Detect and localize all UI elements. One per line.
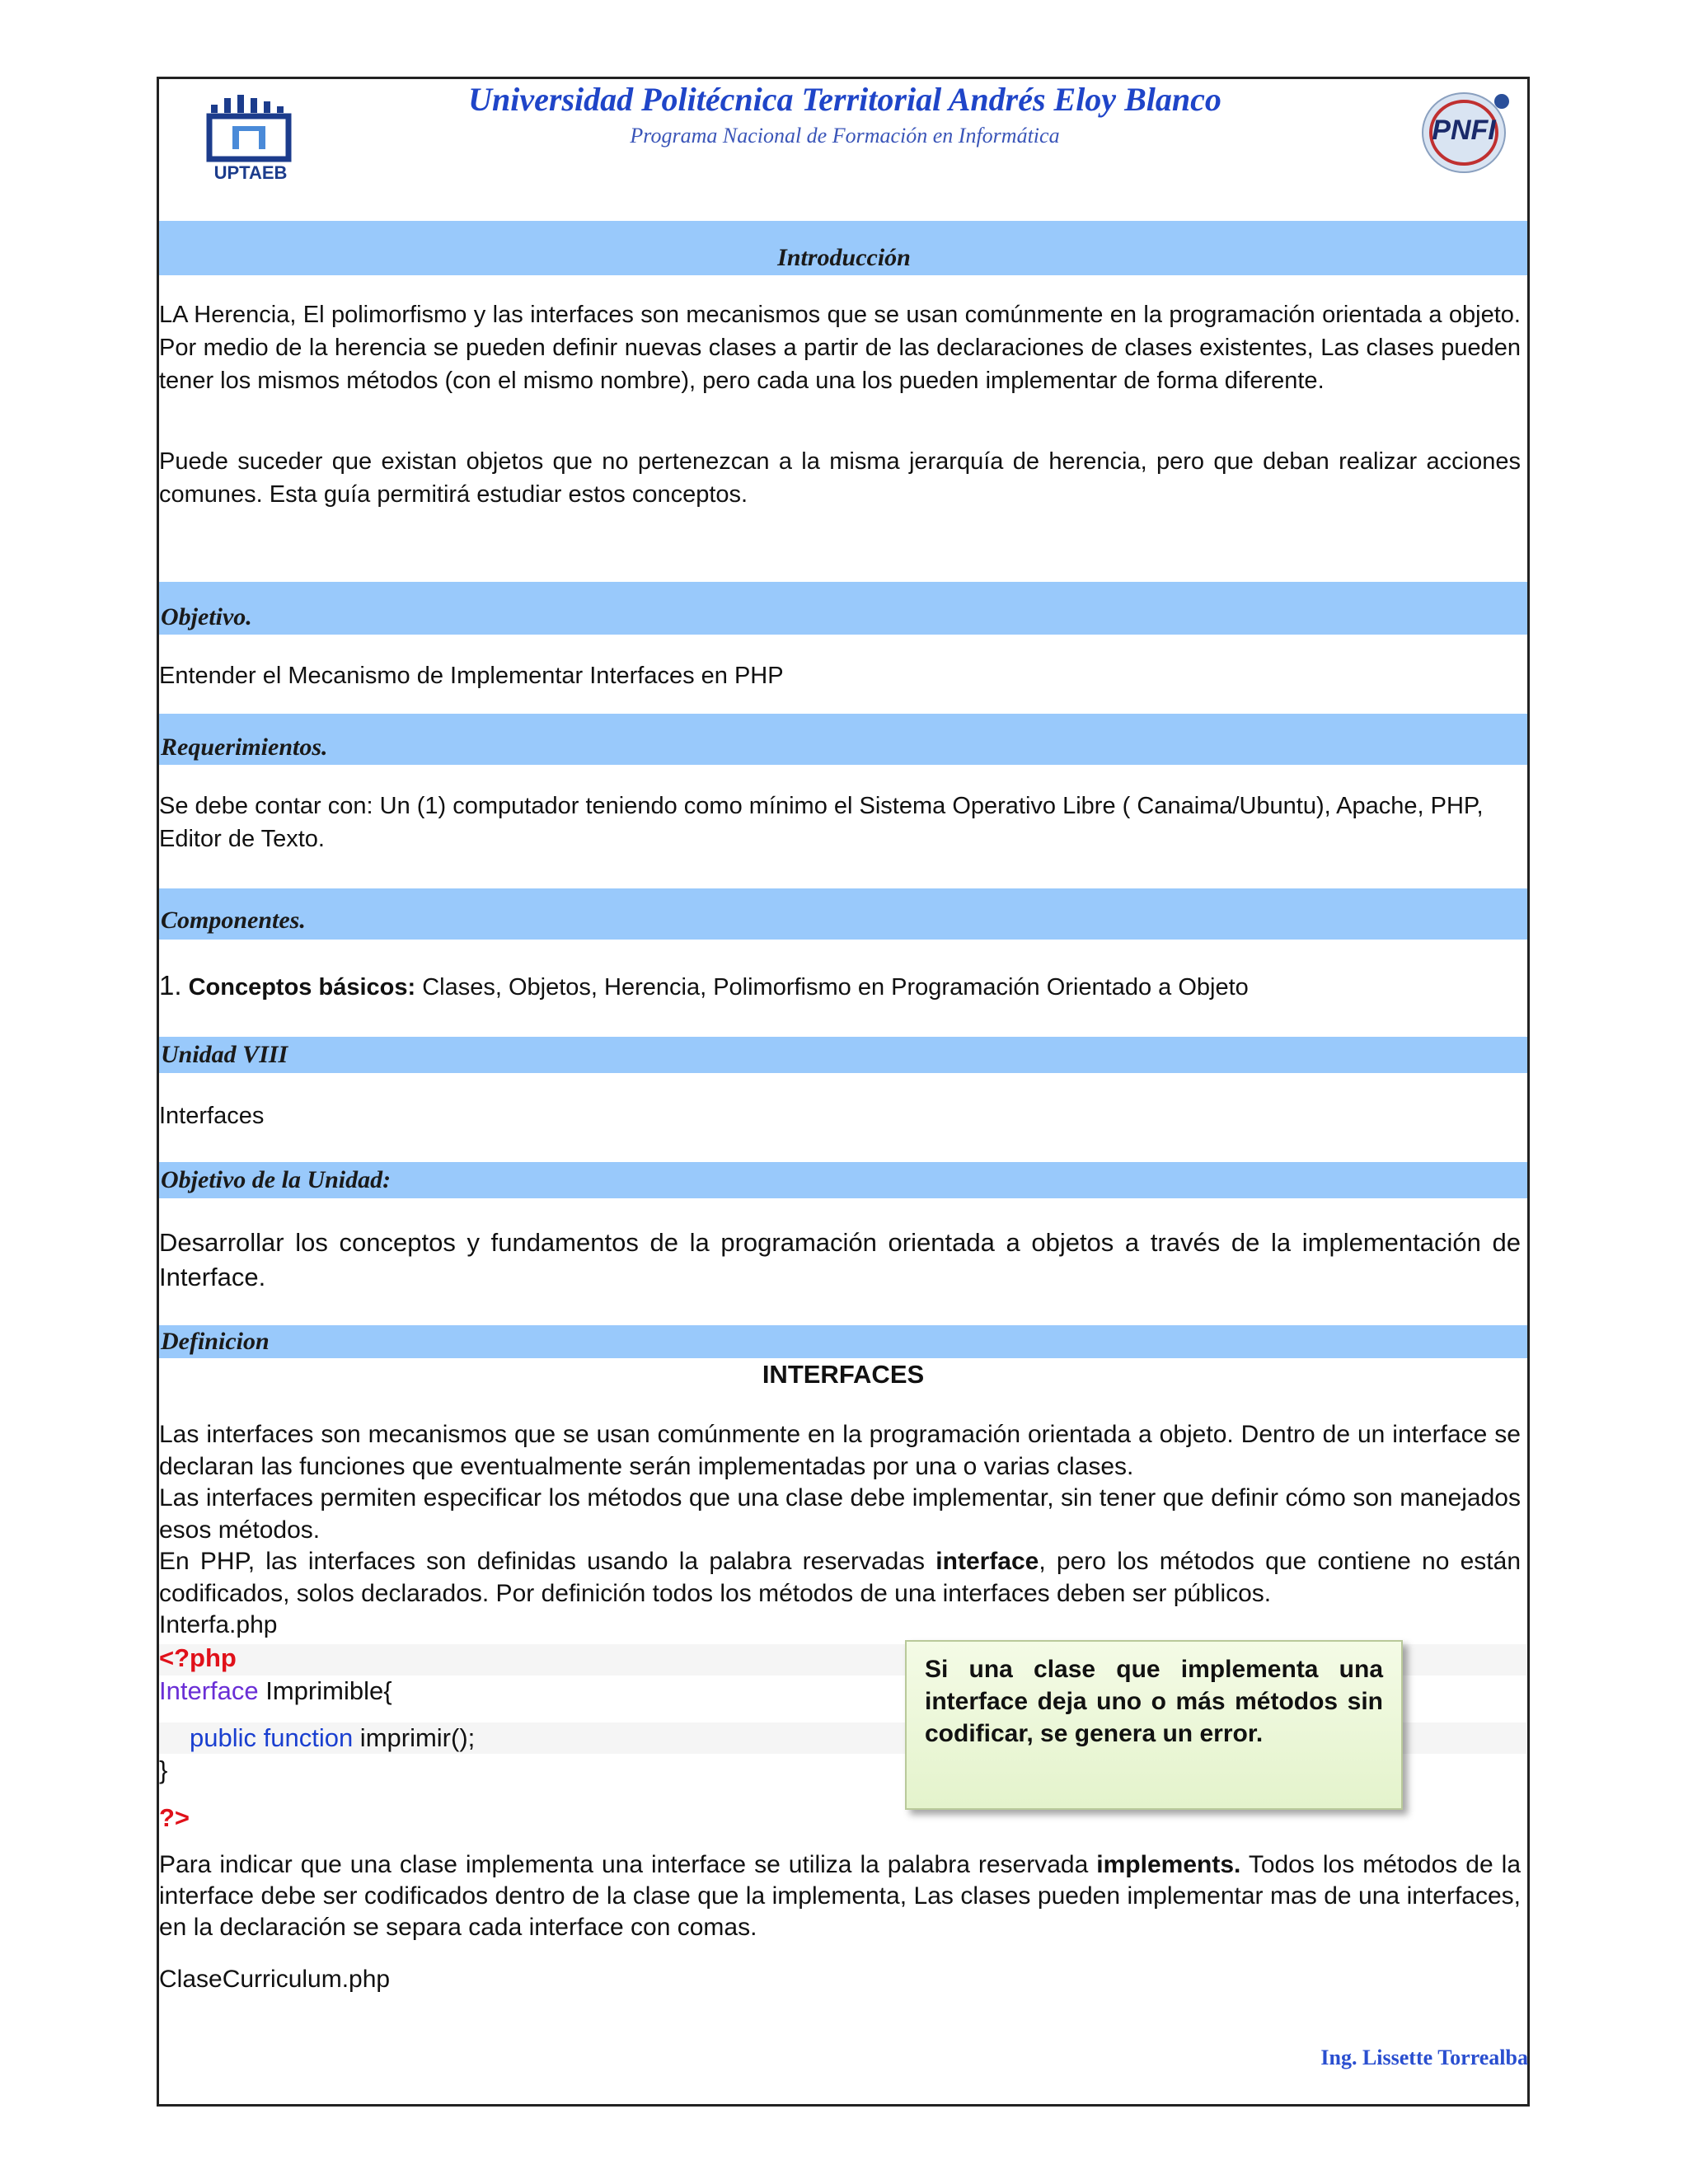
definicion-p3-end: , pero los métodos que contiene no están codificados, solos declarados. Por definición todos los métodos de una interfaces deben ser públicos. [159,1548,1522,1607]
keyword-interface: interface [935,1548,1039,1575]
section-band-objetivo-unidad [159,1162,1527,1198]
code-interface-line [159,1676,392,1706]
componentes-item-number: 1. [159,970,182,1001]
code-method-name: imprimir(); [353,1723,476,1752]
componentes-item-1 [159,969,1521,1004]
intro-paragraph-2: Puede suceder que existan objetos que no pertenezcan a la misma jerarquía de herencia, pero que deban realizar acciones comunes. Esta guía permitirá estudiar estos conceptos. [159,448,1521,508]
definicion-body [159,1419,1521,1642]
program-subtitle: Programa Nacional de Formación en Informática [630,124,1060,148]
pnfi-logo-text: PNFI [1432,115,1496,146]
section-title-componentes: Componentes. [161,907,306,934]
section-band-objetivo [159,582,1527,635]
implements-p-start: Para indicar que una clase implementa una interface se utiliza la palabra reservada [159,1851,1097,1878]
unidad-text: Interfaces [159,1103,265,1129]
keyword-implements: implements. [1096,1851,1241,1878]
code-keyword-interface: Interface [159,1676,259,1705]
definicion-p3-start: En PHP, las interfaces son definidas usando la palabra reservadas [159,1548,936,1575]
implements-p-end: Todos los métodos de la interface debe ser codificados dentro de la clase que la implementa, Las clases pueden implementar mas de una interfaces, en la declaración se separa cada interface con comas. [159,1851,1522,1941]
section-title-requerimientos: Requerimientos. [161,733,328,761]
section-band-unidad [159,1037,1527,1073]
filename-interfa: Interfa.php [159,1611,278,1638]
section-band-requerimientos [159,714,1527,765]
code-interface-name: Imprimible{ [258,1676,392,1705]
uptaeb-logo-text: UPTAEB [213,162,288,183]
code-keyword-public-function: public function [190,1723,354,1752]
section-title-objetivo: Objetivo. [161,603,252,630]
section-title-definicion: Definicion [161,1328,270,1355]
university-title: Universidad Politécnica Territorial Andrés Eloy Blanco [468,81,1221,118]
section-band-componentes [159,888,1527,940]
section-title-introduccion: Introducción [777,244,911,271]
objetivo-unidad-text: Desarrollar los conceptos y fundamentos de la programación orientada a objetos a través de la implementación de Interface. [159,1228,1521,1291]
componentes-item-rest: Clases, Objetos, Herencia, Polimorfismo en Programación Orientado a Objeto [415,974,1249,1001]
code-php-open-tag: <?php [159,1643,237,1672]
section-title-unidad: Unidad VIII [161,1041,288,1068]
componentes-item-bold: Conceptos básicos: [188,974,416,1001]
author-footer: Ing. Lissette Torrealba [1320,2046,1528,2069]
definicion-paragraph-1: Las interfaces son mecanismos que se usan comúnmente en la programación orientada a objeto. Dentro de un interface se declaran las funciones que eventualmente serán implementadas por una o varias clases. [159,1421,1521,1480]
code-close-brace: } [159,1755,168,1784]
definicion-paragraph-3 [159,1546,1521,1610]
implements-paragraph [159,1849,1521,1943]
section-band-definicion [159,1325,1527,1358]
section-title-objetivo-unidad: Objetivo de la Unidad: [161,1166,392,1193]
requerimientos-text: Se debe contar con: Un (1) computador teniendo como mínimo el Sistema Operativo Libre ( Canaima/Ubuntu), Apache, PHP, Editor de Texto. [159,793,1484,852]
pnfi-logo [1418,87,1515,177]
error-note-callout: Si una clase que implementa una interface deja uno o más métodos sin codificar, se genera un error. [905,1640,1403,1810]
definicion-paragraph-2: Las interfaces permiten especificar los métodos que una clase debe implementar, sin tener que definir cómo son manejados esos métodos. [159,1484,1521,1544]
interfaces-heading: INTERFACES [762,1360,925,1389]
code-php-close-tag: ?> [159,1803,190,1832]
intro-paragraph-1: LA Herencia, El polimorfismo y las interfaces son mecanismos que se usan comúnmente en la programación orientada a objeto. Por medio de la herencia se pueden definir nuevas clases a partir de las declaraciones de clases existentes, Las clases pueden tener los mismos métodos (con el mismo nombre), pero cada una los pueden implementar de forma diferente. [159,302,1521,394]
section-band-introduccion [159,221,1527,275]
code-method-line [190,1723,475,1753]
filename-clase-curriculum: ClaseCurriculum.php [159,1966,391,1993]
objetivo-text: Entender el Mecanismo de Implementar Interfaces en PHP [159,663,784,689]
